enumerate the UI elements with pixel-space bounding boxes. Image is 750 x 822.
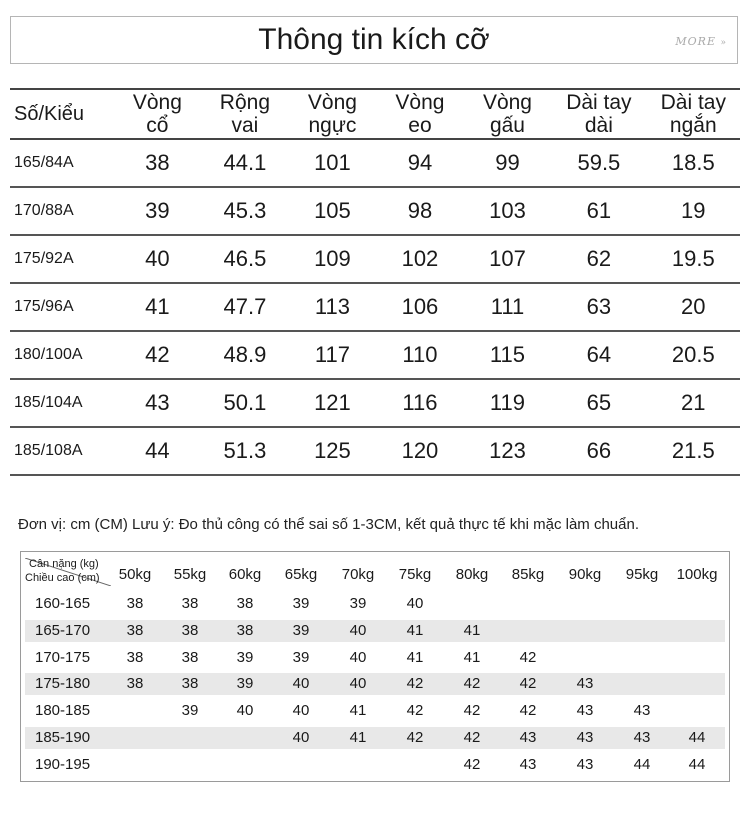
table-cell: 43 xyxy=(633,702,651,720)
height-range-label: 160-165 xyxy=(35,595,91,612)
table-cell: 59.5 xyxy=(551,139,646,187)
weight-header: 55kg xyxy=(173,566,207,583)
table-cell: 115 xyxy=(464,331,552,379)
height-range-label: 190-195 xyxy=(35,755,91,773)
table-cell: 39 xyxy=(236,648,254,666)
table-cell: 43 xyxy=(633,729,651,746)
table-cell: 102 xyxy=(376,235,464,283)
table-row xyxy=(25,673,725,695)
table-cell: 101 xyxy=(289,139,377,187)
table-cell: 40 xyxy=(406,595,424,612)
table-cell: 39 xyxy=(292,621,310,639)
table-cell: 63 xyxy=(551,283,646,331)
column-header: Dài tay ngắn xyxy=(647,89,740,139)
table-cell: 18.5 xyxy=(647,139,740,187)
table-cell: 38 xyxy=(181,675,199,693)
table-cell: 40 xyxy=(236,702,254,720)
column-header: Rộng vai xyxy=(201,89,289,139)
table-cell: 99 xyxy=(464,139,552,187)
size-label: 175/92A xyxy=(10,235,114,283)
table-cell: 42 xyxy=(519,648,537,666)
table-cell: 38 xyxy=(114,139,202,187)
table-cell: 43 xyxy=(114,379,202,427)
corner-weight-label: Cân nặng (kg) xyxy=(29,558,99,570)
table-cell: 62 xyxy=(551,235,646,283)
table-cell: 66 xyxy=(551,427,646,475)
table-cell: 98 xyxy=(376,187,464,235)
more-link[interactable] xyxy=(675,35,727,48)
table-cell: 39 xyxy=(292,648,310,666)
table-cell: 40 xyxy=(349,648,367,666)
table-cell: 41 xyxy=(349,702,367,720)
column-header: Vòng gấu xyxy=(464,89,552,139)
table-cell: 51.3 xyxy=(201,427,289,475)
table-row xyxy=(25,593,725,615)
table-cell: 43 xyxy=(576,755,594,773)
table-cell: 41 xyxy=(406,648,424,666)
table-cell: 43 xyxy=(519,729,537,746)
weight-height-table xyxy=(20,551,730,782)
table-cell: 43 xyxy=(576,729,594,746)
table-cell: 47.7 xyxy=(201,283,289,331)
table-row xyxy=(10,379,740,427)
table-cell: 41 xyxy=(349,729,367,746)
table-cell: 39 xyxy=(349,595,367,612)
table-cell: 39 xyxy=(181,702,199,720)
table-cell: 43 xyxy=(576,675,594,693)
table-cell: 43 xyxy=(519,755,537,773)
table-cell: 44 xyxy=(114,427,202,475)
measurement-note: Đơn vị: cm (CM) Lưu ý: Đo thủ công có thể sai số 1-3CM, kết quả thực tế khi mặc làm chuẩn. xyxy=(18,516,639,533)
weight-header: 50kg xyxy=(118,566,152,583)
table-cell: 41 xyxy=(463,621,481,639)
column-header: Số/Kiểu xyxy=(10,89,114,139)
table-cell: 120 xyxy=(376,427,464,475)
table-cell: 107 xyxy=(464,235,552,283)
size-table xyxy=(10,88,740,476)
table-cell: 45.3 xyxy=(201,187,289,235)
table-cell: 50.1 xyxy=(201,379,289,427)
table-cell: 19.5 xyxy=(647,235,740,283)
table-row xyxy=(25,700,725,722)
column-header: Vòng ngực xyxy=(289,89,377,139)
weight-header: 95kg xyxy=(625,566,659,583)
chevron-right-icon: » xyxy=(720,38,727,48)
table-row xyxy=(10,235,740,283)
table-cell: 38 xyxy=(236,621,254,639)
table-cell: 44 xyxy=(688,755,706,773)
table-cell: 42 xyxy=(463,755,481,773)
weight-header: 75kg xyxy=(398,566,432,583)
table-cell: 38 xyxy=(181,621,199,639)
title-box xyxy=(10,16,738,64)
table-cell: 42 xyxy=(463,702,481,720)
table-cell: 38 xyxy=(181,595,199,612)
table-row xyxy=(25,754,725,776)
table-cell: 38 xyxy=(126,675,144,693)
table-cell: 103 xyxy=(464,187,552,235)
table-cell: 117 xyxy=(289,331,377,379)
table-cell: 40 xyxy=(292,729,310,746)
height-range-label: 170-175 xyxy=(35,648,91,666)
table-cell: 39 xyxy=(292,595,310,612)
table-cell: 111 xyxy=(464,283,552,331)
height-range-label: 165-170 xyxy=(35,621,91,639)
table-cell: 48.9 xyxy=(201,331,289,379)
table-cell: 43 xyxy=(576,702,594,720)
table-row xyxy=(10,187,740,235)
table-cell: 42 xyxy=(406,675,424,693)
table-cell: 38 xyxy=(236,595,254,612)
table-cell: 46.5 xyxy=(201,235,289,283)
table-cell: 19 xyxy=(647,187,740,235)
table-cell: 125 xyxy=(289,427,377,475)
column-header: Vòng eo xyxy=(376,89,464,139)
table-cell: 42 xyxy=(463,729,481,746)
table-cell: 40 xyxy=(349,621,367,639)
table-row xyxy=(10,139,740,187)
table-cell: 20 xyxy=(647,283,740,331)
weight-header: 85kg xyxy=(511,566,545,583)
weight-header: 100kg xyxy=(676,566,718,583)
table-cell: 42 xyxy=(519,702,537,720)
table-cell: 94 xyxy=(376,139,464,187)
size-label: 170/88A xyxy=(10,187,114,235)
column-header: Vòng cổ xyxy=(114,89,202,139)
column-header: Dài tay dài xyxy=(551,89,646,139)
table-cell: 123 xyxy=(464,427,552,475)
weight-header: 65kg xyxy=(284,566,318,583)
table-cell: 65 xyxy=(551,379,646,427)
table-row xyxy=(10,427,740,475)
table-cell: 106 xyxy=(376,283,464,331)
weight-header: 80kg xyxy=(455,566,489,583)
size-label: 180/100A xyxy=(10,331,114,379)
weight-header: 70kg xyxy=(341,566,375,583)
table-cell: 64 xyxy=(551,331,646,379)
table-row xyxy=(25,620,725,642)
table-cell: 40 xyxy=(292,702,310,720)
table-cell: 40 xyxy=(292,675,310,693)
weight-header: 60kg xyxy=(228,566,262,583)
page-title: Thông tin kích cỡ xyxy=(258,23,490,56)
size-table-header xyxy=(10,89,740,139)
table-cell: 110 xyxy=(376,331,464,379)
height-range-label: 175-180 xyxy=(35,675,91,693)
table-cell: 20.5 xyxy=(647,331,740,379)
table-cell: 109 xyxy=(289,235,377,283)
table-cell: 39 xyxy=(114,187,202,235)
table-cell: 42 xyxy=(463,675,481,693)
height-range-label: 180-185 xyxy=(35,702,91,720)
table-cell: 44 xyxy=(633,755,651,773)
table-cell: 61 xyxy=(551,187,646,235)
table-cell: 40 xyxy=(349,675,367,693)
table-cell: 44 xyxy=(688,729,706,746)
table-cell: 105 xyxy=(289,187,377,235)
table-cell: 121 xyxy=(289,379,377,427)
table-cell: 42 xyxy=(519,675,537,693)
table-row xyxy=(10,331,740,379)
table-cell: 38 xyxy=(126,621,144,639)
table-cell: 21.5 xyxy=(647,427,740,475)
table-cell: 44.1 xyxy=(201,139,289,187)
table-cell: 42 xyxy=(114,331,202,379)
more-label: MORE xyxy=(675,35,716,48)
table-cell: 38 xyxy=(126,648,144,666)
table-cell: 41 xyxy=(406,621,424,639)
size-label: 165/84A xyxy=(10,139,114,187)
table-cell: 21 xyxy=(647,379,740,427)
height-range-label: 185-190 xyxy=(35,729,91,746)
table-cell: 39 xyxy=(236,675,254,693)
table-row xyxy=(25,647,725,669)
table-cell: 38 xyxy=(126,595,144,612)
table-cell: 116 xyxy=(376,379,464,427)
table-cell: 40 xyxy=(114,235,202,283)
table-cell: 41 xyxy=(463,648,481,666)
table-row xyxy=(25,727,725,749)
size-label: 175/96A xyxy=(10,283,114,331)
size-label: 185/104A xyxy=(10,379,114,427)
table-cell: 38 xyxy=(181,648,199,666)
table-corner xyxy=(25,558,111,586)
table-cell: 42 xyxy=(406,729,424,746)
table-cell: 41 xyxy=(114,283,202,331)
weight-header: 90kg xyxy=(568,566,602,583)
table-cell: 119 xyxy=(464,379,552,427)
table-row xyxy=(10,283,740,331)
table-cell: 42 xyxy=(406,702,424,720)
corner-height-label: Chiều cao (cm) xyxy=(25,572,100,584)
size-label: 185/108A xyxy=(10,427,114,475)
table-cell: 113 xyxy=(289,283,377,331)
